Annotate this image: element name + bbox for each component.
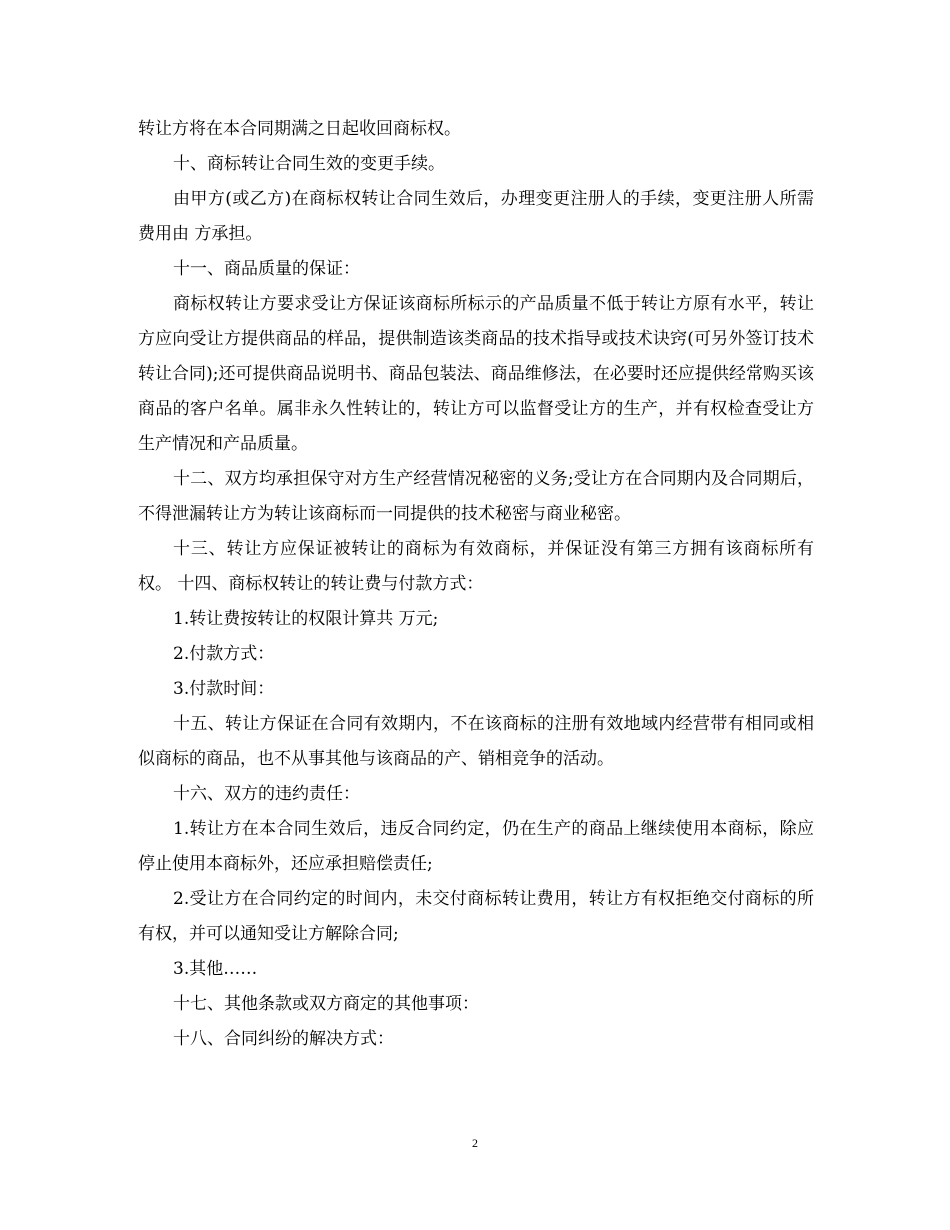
clause-14-item-2: 2.付款方式：	[173, 644, 275, 664]
clause-15: 十五、转让方保证在合同有效期内，不在该商标的注册有效地域内经营带有相同或相似商标的商品，也不从事其他与该商品的产、销相竞争的活动。	[138, 714, 814, 769]
document-body	[138, 112, 814, 1057]
page-number: 2	[472, 1136, 478, 1150]
clause-16-heading: 十六、双方的违约责任：	[173, 784, 360, 804]
clause-16-item-3: 3.其他……	[173, 959, 258, 979]
paragraph-continuation: 转让方将在本合同期满之日起收回商标权。	[138, 119, 461, 139]
clause-14-item-1: 1.转让费按转让的权限计算共 万元;	[173, 609, 439, 629]
clause-11-body: 商标权转让方要求受让方保证该商标所标示的产品质量不低于转让方原有水平，转让方应向受让方提供商品的样品，提供制造该类商品的技术指导或技术诀窍(可另外签订技术转让合同);还可提供商品说明书、商品包装法、商品维修法，在必要时还应提供经常购买该商品的客户名单。属非永久性转让的，转让方可以监督受让方的生产，并有权检查受让方生产情况和产品质量。	[138, 294, 814, 454]
clause-11-heading: 十一、商品质量的保证：	[173, 259, 360, 279]
clause-10-heading: 十、商标转让合同生效的变更手续。	[173, 154, 445, 174]
clause-13-14: 十三、转让方应保证被转让的商标为有效商标，并保证没有第三方拥有该商标所有权。 十四、商标权转让的转让费与付款方式：	[138, 539, 814, 594]
clause-12: 十二、双方均承担保守对方生产经营情况秘密的义务;受让方在合同期内及合同期后，不得泄漏转让方为转让该商标而一同提供的技术秘密与商业秘密。	[138, 469, 814, 524]
clause-17-heading: 十七、其他条款或双方商定的其他事项：	[173, 994, 479, 1014]
clause-16-item-1: 1.转让方在本合同生效后，违反合同约定，仍在生产的商品上继续使用本商标，除应停止使用本商标外，还应承担赔偿责任;	[138, 819, 814, 874]
clause-10-body: 由甲方(或乙方)在商标权转让合同生效后，办理变更注册人的手续，变更注册人所需费用由 方承担。	[138, 189, 814, 244]
clause-16-item-2: 2.受让方在合同约定的时间内，未交付商标转让费用，转让方有权拒绝交付商标的所有权，并可以通知受让方解除合同;	[138, 889, 814, 944]
clause-14-item-3: 3.付款时间：	[173, 679, 275, 699]
clause-18-heading: 十八、合同纠纷的解决方式：	[173, 1029, 394, 1049]
